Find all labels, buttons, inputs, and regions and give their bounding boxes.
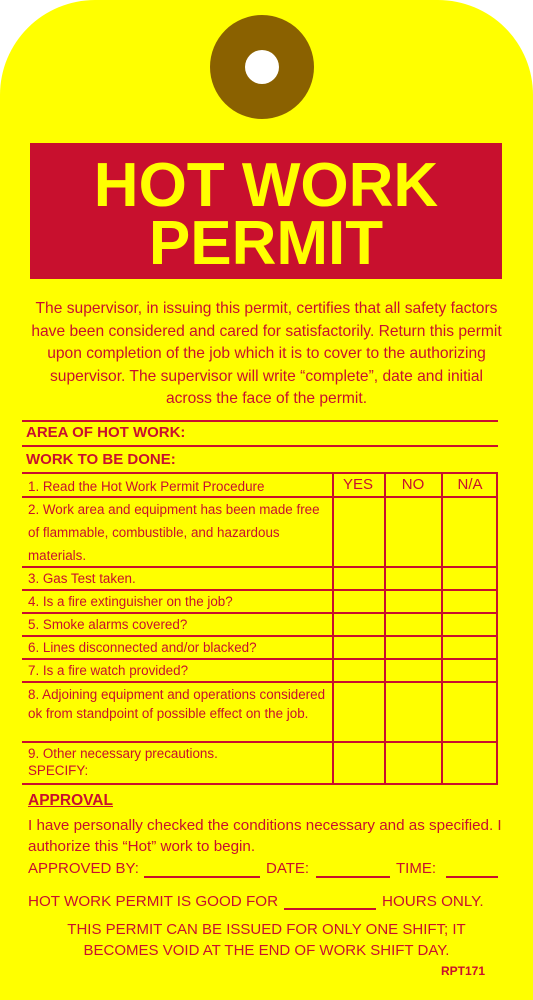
- column-header-yes: YES: [342, 476, 373, 493]
- time-line: [446, 876, 498, 878]
- column-header-no: NO: [401, 476, 425, 493]
- checklist-item: 5. Smoke alarms covered?: [28, 617, 188, 632]
- date-label: DATE:: [266, 860, 310, 877]
- product-code: RPT171: [440, 964, 485, 978]
- good-for-suffix: HOURS ONLY.: [382, 893, 484, 910]
- grid-bottom-line: [22, 783, 498, 785]
- work-to-be-done-label: WORK TO BE DONE:: [26, 451, 176, 468]
- checklist-item: 4. Is a fire extinguisher on the job?: [28, 594, 233, 609]
- approval-statement: I have personally checked the conditions necessary and as specified. I authorize this “Hot” work to begin.: [28, 817, 502, 855]
- approval-heading: APPROVAL: [28, 792, 113, 809]
- column-header-na: N/A: [457, 476, 483, 493]
- grid-column-line: [496, 472, 498, 784]
- checklist-item: 2. Work area and equipment has been made free of flammable, combustible, and hazardous materials.: [28, 502, 320, 563]
- grid-row-line: [22, 589, 498, 591]
- checklist-item: 7. Is a fire watch provided?: [28, 663, 189, 678]
- checklist-item: 1. Read the Hot Work Permit Procedure: [28, 479, 265, 494]
- hours-line: [284, 908, 376, 910]
- grid-column-line: [441, 472, 443, 784]
- grid-row-line: [22, 658, 498, 660]
- checklist-item: 3. Gas Test taken.: [28, 571, 136, 586]
- approved-by-label: APPROVED BY:: [28, 860, 139, 877]
- checklist-item: 8. Adjoining equipment and operations considered ok from standpoint of possible effect on the job.: [28, 687, 326, 721]
- intro-paragraph: The supervisor, in issuing this permit, certifies that all safety factors have been considered and cared for satisfactorily. Return this permit upon completion of the job which it is to cover to the authorizing supervisor. The supervisor will write “complete”, date and initial across the face of the permit.: [31, 300, 502, 408]
- title-line-1: HOT WORK: [93, 151, 439, 220]
- grid-row-line: [22, 741, 498, 743]
- title-line-2: PERMIT: [148, 209, 384, 278]
- checklist-top-border: [22, 472, 498, 474]
- grid-column-line: [384, 472, 386, 784]
- time-label: TIME:: [396, 860, 436, 877]
- validity-notice: THIS PERMIT CAN BE ISSUED FOR ONLY ONE SHIFT; IT BECOMES VOID AT THE END OF WORK SHIFT DAY.: [67, 921, 466, 959]
- good-for-prefix: HOT WORK PERMIT IS GOOD FOR: [28, 893, 279, 910]
- grommet-hole: [210, 15, 314, 119]
- grid-column-line: [332, 472, 334, 784]
- divider: [22, 445, 498, 447]
- date-line: [316, 876, 390, 878]
- checklist-item: 6. Lines disconnected and/or blacked?: [28, 640, 257, 655]
- grid-row-line: [22, 635, 498, 637]
- grommet-opening: [245, 50, 279, 84]
- grid-row-line: [22, 681, 498, 683]
- checklist-item: 9. Other necessary precautions. SPECIFY:: [28, 746, 218, 778]
- divider: [22, 420, 498, 422]
- approved-by-line: [144, 876, 260, 878]
- grid-row-line: [22, 612, 498, 614]
- title-banner: [30, 143, 502, 279]
- area-of-hot-work-label: AREA OF HOT WORK:: [26, 424, 186, 441]
